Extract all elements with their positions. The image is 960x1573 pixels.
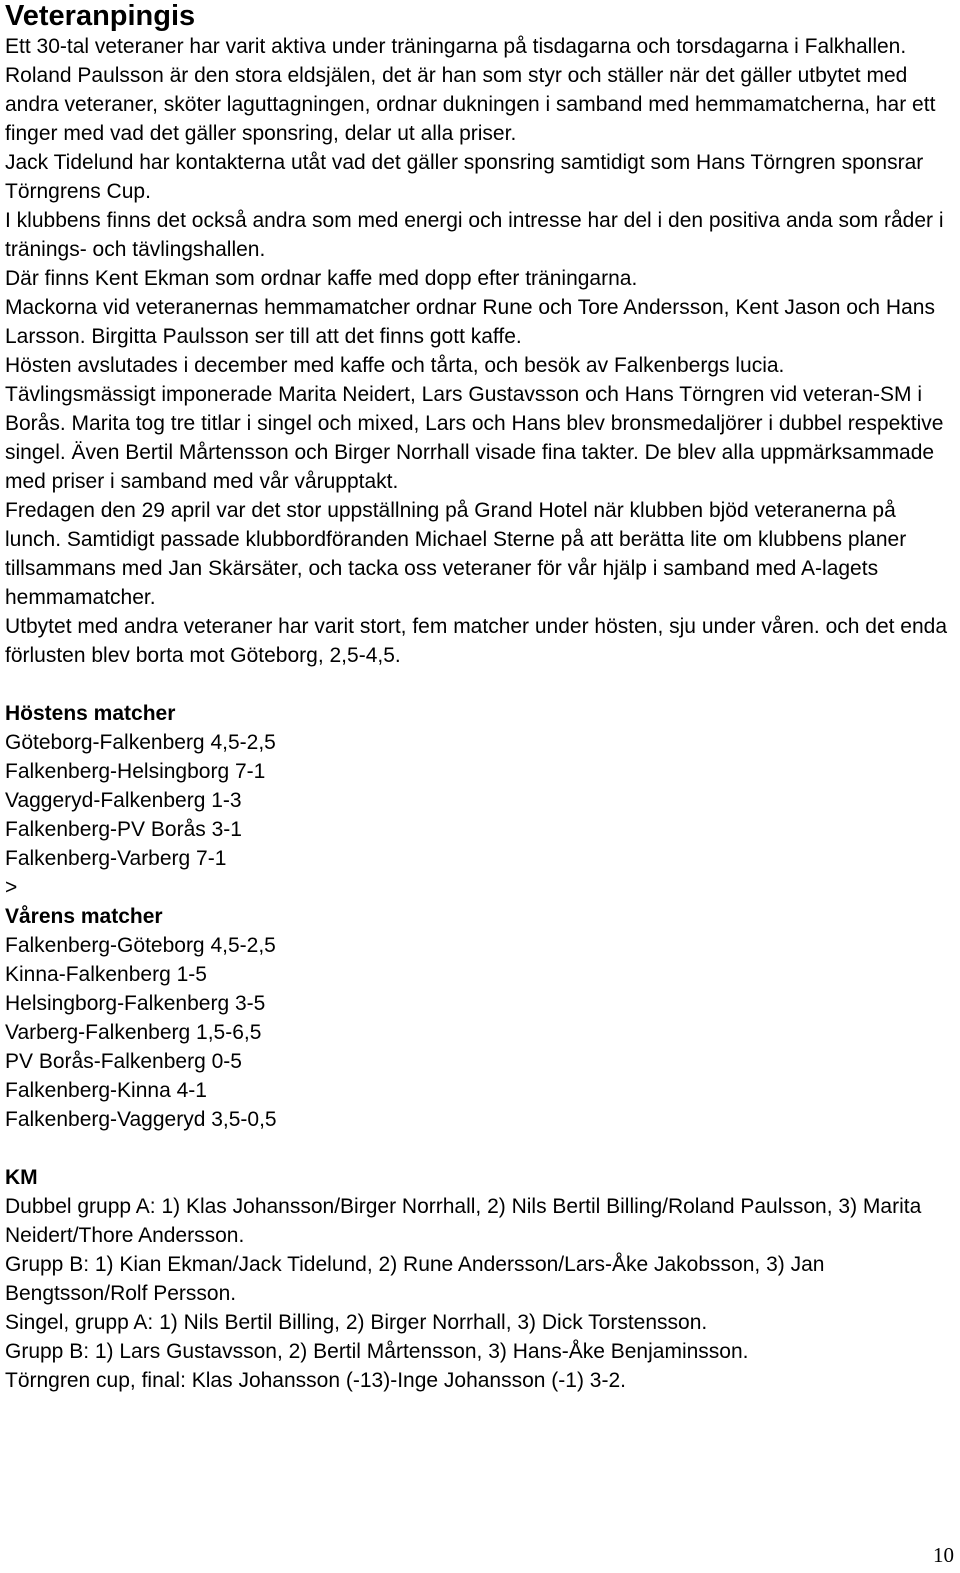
paragraph-club-spirit: I klubbens finns det också andra som med energi och intresse har del i den positiva anda som råder i tränings- och tävlingshallen. xyxy=(5,209,944,261)
km-result: Singel, grupp A: 1) Nils Bertil Billing, 2) Birger Norrhall, 3) Dick Torstensson. xyxy=(5,1311,708,1334)
match-result: Falkenberg-Helsingborg 7-1 xyxy=(5,760,266,783)
autumn-matches-section xyxy=(5,699,955,902)
paragraph-exchange: Utbytet med andra veteraner har varit stort, fem matcher under hösten, sju under våren. och det enda förlusten blev borta mot Göteborg, 2,5-4,5. xyxy=(5,615,948,667)
match-result: PV Borås-Falkenberg 0-5 xyxy=(5,1050,242,1073)
paragraph-jack-tidelund: Jack Tidelund har kontakterna utåt vad det gäller sponsring samtidigt som Hans Törngren sponsrar Törngrens Cup. xyxy=(5,151,924,203)
spacer xyxy=(5,670,955,699)
paragraph-veteran-sm: Tävlingsmässigt imponerade Marita Neidert, Lars Gustavsson och Hans Törngren vid veteran-SM i Borås. Marita tog tre titlar i singel och mixed, Lars och Hans blev bronsmedaljörer i dubbel respektive singel. Även Bertil Mårtensson och Birger Norrhall visade fina takter. De blev alla uppmärksammade med priser i samband med vår vårupptakt. xyxy=(5,383,944,493)
spacer xyxy=(5,1134,955,1163)
page-title: Veteranpingis xyxy=(5,0,196,32)
match-result: Göteborg-Falkenberg 4,5-2,5 xyxy=(5,731,276,754)
match-result: Falkenberg-Göteborg 4,5-2,5 xyxy=(5,934,276,957)
km-heading: KM xyxy=(5,1166,38,1189)
match-result: Vaggeryd-Falkenberg 1-3 xyxy=(5,789,242,812)
paragraph-roland-paulsson: Roland Paulsson är den stora eldsjälen, det är han som styr och ställer när det gäller utbytet med andra veteraner, sköter laguttagningen, ordnar dukningen i samband med hemmamatcherna, har ett finger med vad det gäller sponsring, delar ut alla priser. xyxy=(5,64,936,145)
document-body xyxy=(5,0,955,1395)
paragraph-autumn-end: Hösten avslutades i december med kaffe och tårta, och besök av Falkenbergs lucia. xyxy=(5,354,785,377)
match-result: Kinna-Falkenberg 1-5 xyxy=(5,963,207,986)
match-result: Falkenberg-Varberg 7-1 xyxy=(5,847,227,870)
km-result: Dubbel grupp A: 1) Klas Johansson/Birger Norrhall, 2) Nils Bertil Billing/Roland Paulsson, 3) Marita Neidert/Thore Andersson. xyxy=(5,1195,922,1247)
paragraph-participants: Ett 30-tal veteraner har varit aktiva under träningarna på tisdagarna och torsdagarna i Falkhallen. xyxy=(5,35,907,58)
paragraph-kent-ekman: Där finns Kent Ekman som ordnar kaffe med dopp efter träningarna. xyxy=(5,267,638,290)
paragraph-grand-hotel: Fredagen den 29 april var det stor uppställning på Grand Hotel när klubben bjöd veteranerna på lunch. Samtidigt passade klubbordföranden Michael Sterne på att berätta lite om klubbens planer tillsammans med Jan Skärsäter, och tacka oss veteraner för vår hjälp i samband med A-lagets hemmamatcher. xyxy=(5,499,907,609)
match-result: Falkenberg-PV Borås 3-1 xyxy=(5,818,242,841)
km-result: Grupp B: 1) Kian Ekman/Jack Tidelund, 2) Rune Andersson/Lars-Åke Jakobsson, 3) Jan Bengtsson/Rolf Persson. xyxy=(5,1253,825,1305)
paragraph-sandwiches: Mackorna vid veteranernas hemmamatcher ordnar Rune och Tore Andersson, Kent Jason och Hans Larsson. Birgitta Paulsson ser till att det finns gott kaffe. xyxy=(5,296,935,348)
km-section xyxy=(5,1163,955,1395)
match-result: Falkenberg-Vaggeryd 3,5-0,5 xyxy=(5,1108,277,1131)
page-number: 10 xyxy=(933,1543,954,1567)
match-result: Falkenberg-Kinna 4-1 xyxy=(5,1079,207,1102)
separator-mark: > xyxy=(5,876,18,899)
spring-matches-section xyxy=(5,902,955,1134)
match-result: Helsingborg-Falkenberg 3-5 xyxy=(5,992,266,1015)
spring-matches-heading: Vårens matcher xyxy=(5,905,163,928)
km-result: Grupp B: 1) Lars Gustavsson, 2) Bertil Mårtensson, 3) Hans-Åke Benjaminsson. xyxy=(5,1340,749,1363)
autumn-matches-heading: Höstens matcher xyxy=(5,702,176,725)
km-result: Törngren cup, final: Klas Johansson (-13)-Inge Johansson (-1) 3-2. xyxy=(5,1369,626,1392)
match-result: Varberg-Falkenberg 1,5-6,5 xyxy=(5,1021,262,1044)
